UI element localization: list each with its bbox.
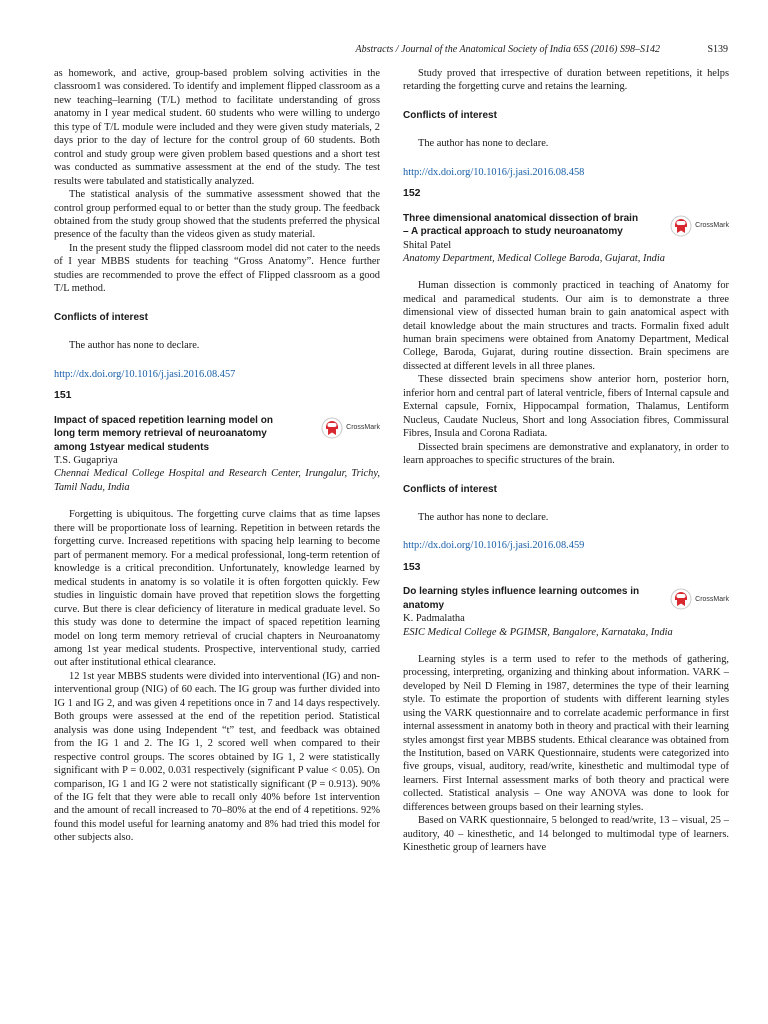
abstract-paragraph: Based on VARK questionnaire, 5 belonged to read/write, 13 – visual, 25 – auditory, 40 – kinesthetic, and 14 belonged to multimodal type of learners. Kinesthetic group of learners have <box>403 815 729 854</box>
right-column <box>403 67 729 855</box>
doi-link[interactable]: http://dx.doi.org/10.1016/j.jasi.2016.08.459 <box>403 540 585 552</box>
continuation-paragraph: Study proved that irrespective of duration between repetitions, it helps retarding the forgetting curve and retains the learning. <box>403 68 729 93</box>
abstract-paragraph: Human dissection is commonly practiced in teaching of Anatomy for medical and paramedical students. Our aim is to demonstrate a three dimensional view of dissected human brain to gain anatomical aspect with detail knowledge about the main structures and tracts. Formalin fixed adult human brain specimens were obtained from Anatomy Department, Medical College, Baroda, Gujarat, during routine dissection. Brain specimens are dissected at different levels in all three planes. <box>403 280 729 372</box>
left-column <box>54 67 380 845</box>
crossmark-badge[interactable] <box>670 215 729 237</box>
conflicts-heading: Conflicts of interest <box>403 483 497 495</box>
conflicts-text: The author has none to declare. <box>418 138 549 150</box>
abstract-paragraph: Forgetting is ubiquitous. The forgetting curve claims that as time lapses there will be proportionate loss of learning. Repetition in between retards the forgetting curve. Increased repetitions with spacing help learning to become part of permanent memory. For a medical professional, long-term retention of knowledge is a critical precondition. Unfortunately, knowledge learned by medical students in anatomy is so volatile it is often forgotten quickly. Few studies in linguistic domain have proved that repetition slows the forgetting curve. But there is clear deficiency of literature in medical graduate level. So this study was done to determine the impact of spaced repetition learning model on long term memory retrieval of crucial chapters in Neuroanatomy among 1st year medical students. Prospective, interventional study, carried out after institutional ethical clearance. <box>54 509 380 669</box>
abstract-title: Three dimensional anatomical dissection of brain – A practical approach to study neuroanatomy <box>403 212 639 238</box>
abstract-affiliation: ESIC Medical College & PGIMSR, Bangalore, Karnataka, India <box>403 626 673 638</box>
abstract-number: 151 <box>54 389 72 402</box>
crossmark-badge[interactable] <box>321 417 380 439</box>
conflicts-text: The author has none to declare. <box>69 340 200 352</box>
crossmark-label: CrossMark <box>346 423 380 431</box>
abstract-affiliation: Chennai Medical College Hospital and Research Center, Irungalur, Trichy, Tamil Nadu, India <box>54 468 380 494</box>
abstract-title-row <box>54 414 380 455</box>
abstract-paragraph: These dissected brain specimens show anterior horn, posterior horn, inferior horn and central part of lateral ventricle, fibers of Internal capsule and External capsule, Fornix, Hippocampal formation, Thalamus, Lentiform Nucleus, Caudate Nucleus, Short and long Association fibres, Commissural Fibres, Insula and Corona Radiata. <box>403 374 729 440</box>
continuation-paragraph: The statistical analysis of the summative assessment showed that the control group performed equal to or better than the study group. The feedback obtained from the study group showed that the students preferred the physical presence of the faculty than the videos given as study material. <box>54 189 380 241</box>
page-number: S139 <box>707 44 728 55</box>
abstract-paragraph: Learning styles is a term used to refer to the methods of gathering, processing, interpreting, organizing and thinking about information. VARK – developed by Neil D Fleming in 1987, determines the type of their learning style. To estimate the proportion of students with different learning styles using the VARK questionnaire and to correlate academic performance in first internal assessment in anatomy both in theory and practical with their learning styles amongst first year MBBS students. Ethical clearance was obtained from the Institution, based on VARK Questionnaire, students were categorized into five groups, visual, auditory, read/write, kinesthetic and multimodal type of learners. First Internal assessment marks of both theory and practical were collected. Statistical analysis – One way ANOVA was done to look for differences between groups based on their learning styles. <box>403 653 729 813</box>
abstract-title: Impact of spaced repetition learning model on long term memory retrieval of neuroanatomy among 1styear medical students <box>54 414 273 453</box>
abstract-paragraph: 12 1st year MBBS students were divided into interventional (IG) and non-interventional group (NIG) of 60 each. The IG group was further divided into IG 1 and IG 2, and was given 4 repetitions once in 7 and 14 days respectively. Both groups were assessed at the end of the repetition period. Statistical analysis was done using Independent “t” test, and feedback was obtained from the IG 1 and 2. The IG 1, 2 scored well when compared to their respective control groups. The scores obtained by IG 1, 2 were statistically significant with P = 0.002, 0.031 respectively (significant P value < 0.05). On comparison, IG 1 and IG 2 were not statistically significant (P = 0.913). 90% of the IG felt that they were able to recall only 40% before 1st intervention and the amount of recall increased to 70–80% at the end of 4 repetitions. 92% found this model useful for learning anatomy and 8% had tried this model for other subjects also. <box>54 670 380 844</box>
abstract-author: T.S. Gugapriya <box>54 455 118 467</box>
crossmark-label: CrossMark <box>695 595 729 603</box>
crossmark-icon <box>670 215 692 237</box>
abstract-affiliation: Anatomy Department, Medical College Baroda, Gujarat, India <box>403 253 665 265</box>
doi-link[interactable]: http://dx.doi.org/10.1016/j.jasi.2016.08.458 <box>403 166 585 178</box>
abstract-number: 152 <box>403 187 421 200</box>
abstract-author: K. Padmalatha <box>403 613 465 625</box>
crossmark-icon <box>670 588 692 610</box>
abstract-title: Do learning styles influence learning outcomes in anatomy <box>403 586 640 611</box>
crossmark-badge[interactable] <box>670 588 729 610</box>
doi-link[interactable]: http://dx.doi.org/10.1016/j.jasi.2016.08.457 <box>54 368 236 380</box>
crossmark-icon <box>321 417 343 439</box>
conflicts-heading: Conflicts of interest <box>54 311 148 323</box>
crossmark-label: CrossMark <box>695 221 729 229</box>
abstract-author: Shital Patel <box>403 239 452 251</box>
abstract-paragraph: Dissected brain specimens are demonstrative and explanatory, in order to learn approaches to specific structures of the brain. <box>403 441 729 467</box>
continuation-paragraph: as homework, and active, group-based problem solving activities in the classroom1 was considered. To identify and implement flipped classroom as a new teaching–learning (T/L) method to facilitate understanding of gross anatomy in I year medical student. 60 students who were willing to undergo this type of T/L module were included and they were given study materials, 2 days prior to the day of lecture for the control group of 60 students. Both control and study group were given problem based questions and a short test was conducted as summative assessment at the end of the study. The test results were tabulated and statistically analyzed. <box>54 68 380 187</box>
abstract-title-row <box>403 585 729 612</box>
journal-citation: Abstracts / Journal of the Anatomical Society of India 65S (2016) S98–S142 <box>355 44 660 55</box>
continuation-paragraph: In the present study the flipped classroom model did not cater to the needs of I year MBBS students for teaching “Gross Anatomy”. Hence further studies are recommended to prove the effect of Flipped classroom as a good T/L method. <box>54 242 380 295</box>
abstract-number: 153 <box>403 560 421 573</box>
conflicts-heading: Conflicts of interest <box>403 109 497 121</box>
abstract-title-row <box>403 212 729 239</box>
conflicts-text: The author has none to declare. <box>418 511 549 523</box>
